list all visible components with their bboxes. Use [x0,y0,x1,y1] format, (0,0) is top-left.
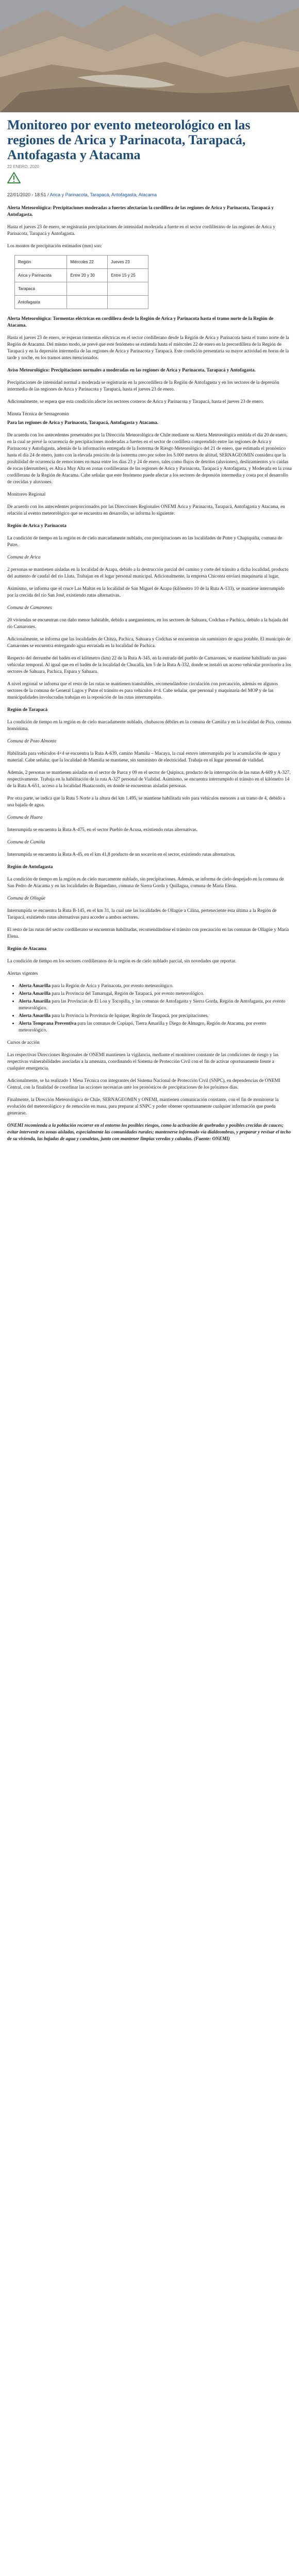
paragraph-8: Adicionalmente, se ha realizado 1 Mesa Técnica con integrantes del Sistema Nacional de Protección Civil (SNPC), en dependencias de ONEMI Central, con la finalidad de coordinar las acciones necesarias ante los pronósticos de precipitaciones de los próximos días. [7,1078,280,1090]
alertas-vigentes-heading: Alertas vigentes [7,971,38,976]
region-arica-p2: 2 personas se mantienen aisladas en la localidad de Azapa, debido a la destrucción parcial del camino y corte del tránsito a dicha localidad, producto del aumento de caudal del río Lluta. Trabajan en el lugar personal municipal. Adicionalmente, la empresa Chiconta enviará maquinaria al lugar. [7,567,289,579]
comuna-pozo-heading: Comuna de Pozo Almonte [7,738,57,743]
region-arica-p1: La condición de tiempo en la región es de cielo marcadamente nublado, con precipitaciones en las localidades de Putre y Chapiquiña, comuna de Putre. [7,535,283,547]
region-arica-p4: 20 viviendas se encuentran con daño menor habitable, debido a anegamientos, en los sectores de Sahuara, Codchas e Pachica, debido a la bajada del río Camarones. [7,617,288,629]
meta-link-tarapaca[interactable]: Tarapacá [90,192,109,197]
section-monitoreo: Monitoreo Regional [7,492,46,497]
list-item: • Alerta Amarilla para la Región de Arica y Parinacota, por evento meteorológico. [19,982,292,989]
precipitation-table [14,255,148,309]
article-page [0,0,299,1158]
comuna-huara-heading: Comuna de Huara [7,815,43,820]
alert-2: Alerta Meteorológica: Tormentas eléctricas en cordillera desde la Región de Arica y Parinacota hasta el tramo norte de la Región de Atacama. [7,316,274,328]
table-row [15,282,148,296]
table-cell [67,282,108,296]
warning-triangle-icon [7,172,21,183]
meta-link-antofagasta[interactable]: Antofagasta [111,192,137,197]
paragraph-5: De acuerdo con los antecedentes presentados por la Dirección Meteorológica de Chile mediante su Alerta Meteorológica emitida el día 20 de enero, en la cual se prevé la ocurrencia de precipitaciones moderadas a fuertes en el sector de cordillera comprendido entre las regiones de Arica y Parinacota y Antofagasta, además de la información entregada de la Isoterma de Riesgo Meteorológico del 21 de enero, que estimada el pronóstico hasta el día 24 de enero, junto con la elevada posición de la isoterma cero por sobre los 5.000 metros de altitud, SERNAGEOMIN considera que la posibilidad de ocurrencia de remociones en masa entre los días 23 y 24 de enero, tales como flujos de detritos (aluviones), deslizamientos y/o caídas de rocas (derrumbes), es Alta a Muy Alta en zonas cordilleranas de las regiones de Arica y Parinacota, Tarapacá y Antofagasta, y Moderada en la zona cordillerana de la Región de Atacama. Cabe señalar que este fenómeno puede afectar a los sectores de depresión intermedia y costa por el desarrollo de crecidas y aluviones. [7,432,292,484]
article-meta: 22/01/2020 - 18:51 / Arica y Parinacota, Tarapacá, Antofagasta, Atacama [7,192,157,197]
table-caption: Los montos de precipitación estimados (mm) son: [7,243,102,248]
paragraph-1: Hasta el jueves 23 de enero, se registrarán precipitaciones de intensidad moderada a fuerte en el sector cordillerano de las regiones de Arica y Parinacota, Tarapacá y Antofagasta. [7,224,275,236]
region-arica-heading: Región de Arica y Parinacota [7,523,67,528]
paragraph-2: Hasta el jueves 23 de enero, se esperan tormentas eléctricas en el sector cordillerano desde la Región de Arica y Parinacota hasta el tramo norte de la Región de Atacama. Del mismo modo, se prevé que este fenómeno se extienda hasta el miércoles 22 de enero en la precordillera de la Región de Tarapacá y en la depresión intermedia de las regiones de Arica y Parinacota y Tarapacá. Este condición presentaría su mayor actividad en horas de la tarde y noche, en los tramos antes mencionados. [7,335,289,360]
table-cell [108,296,148,309]
region-arica-p3: Asimismo, se informa que el cruce Las Maltas en la localidad de San Miguel de Azapa (kilómetro 10 de la Ruta A-133), se mantiene interrumpido por la crecida del río San José, existiendo rutas alternativas. [7,586,285,598]
paragraph-3: Precipitaciones de intensidad normal a moderada se registrarán en la precordillera de la Región de Antofagasta y en los sectores de la depresión intermedia de las regiones de Arica y Parinacota y Tarapacá, hasta el jueves 23 de enero. [7,380,279,392]
region-tarapaca-p3: Además, 2 personas se mantienen aisladas en el sector de Parca y 09 en el sector de Quipisca, producto de la interrupción de las rutas A-609 y A-327, respectivamente. Trabaja en la habilitación de la ruta A-327 personal de Vialidad. Asimismo, se encuentra interrumpido el tránsito en el kilómetro 14 de la Ruta A-651, acceso a la localidad Huatacondo, en donde se encuentran aisladas personas. [7,770,291,788]
comuna-camarones-heading: Comuna de Camarones [7,605,52,610]
table-header-cell: Región [15,256,67,269]
table-cell [67,296,108,309]
region-tarapaca-p1: La condición de tiempo en la región es de cielo marcadamente nublado, chubascos débiles en la comuna de Camiña y en la localidad de Pica, comuna homónima. [7,719,291,731]
list-item: • Alerta Temprana Preventiva para las comunas de Copiapó, Tierra Amarilla y Diego de Almagro, Región de Atacama, por evento meteorológico. [19,1020,292,1033]
region-tarapaca-p4: Por otra parte, se indica que la Ruta 5 Norte a la altura del km 1.495, se mantiene habilitada solo para vehículos menores a un tramo de 4, debido a una bajada de agua. [7,795,286,807]
region-tarapaca-heading: Región de Tarapacá [7,707,48,712]
section-minuta: Minuta Técnica de Sernageomin [7,411,69,416]
comuna-arica-heading: Comuna de Arica [7,554,41,560]
paragraph-7: Las respectivas Direcciones Regionales de ONEMI mantienen la vigilancia, mediante el monitoreo constante de las condiciones de riesgo y las respectivas vulnerabilidades asociadas a la amenaza, coordinando el Sistema de Protección Civil con el fin de activar oportunamente frente a cualquier emergencia. [7,1052,279,1071]
region-tarapaca-p6: Interrumpida se encuentra la Ruta A-45, en el km 41,8 producto de un socavón en el sector, existiendo rutas alternativas. [7,852,236,857]
table-cell: Tarapacá [15,282,67,296]
region-antofagasta-heading: Región de Antofagasta [7,864,53,869]
mountain-landscape-image [0,0,299,112]
table-header-cell: Miércoles 22 [67,256,108,269]
page-title: Monitoreo por evento meteorológico en las regiones de Arica y Parinacota, Tarapacá, Antofagasta y Atacama [7,117,251,162]
publish-date: 22 ENERO, 2020 [7,164,39,169]
table-cell [108,282,148,296]
table-row [15,296,148,309]
comuna-ollague-heading: Comuna de Ollagüe [7,895,46,901]
region-tarapaca-p5: Interrumpida se encuentra la Ruta A-475, en el sector Pueblo de Acusa, existiendo rutas alternativas. [7,827,198,832]
list-item: • Alerta Amarilla para las Provincias de El Loa y Tocopilla, y las comunas de Antofagasta y Sierra Gorda, Región de Antofagasta, por evento meteorológico. [19,998,292,1011]
cursos-heading: Cursos de acción [7,1040,40,1045]
comuna-camina-heading: Comuna de Camiña [7,839,45,844]
table-cell: Antofagasta [15,296,67,309]
alert-intro: Alerta Meteorológica: Precipitaciones moderadas a fuertes afectarían la cordillera de las regiones de Arica y Parinacota, Tarapacá y Antofagasta. [7,205,274,217]
list-item: • Alerta Amarilla para la Provincia la Provincia de Iquique, Región de Tarapacá, por precipitaciones. [19,1012,292,1019]
meta-link-atacama[interactable]: Atacama [138,192,157,197]
list-item: • Alerta Amarilla para la Provincia del Tamarugal, Región de Tarapacá, por evento meteorológico. [19,990,292,997]
paragraph-6: De acuerdo con los antecedentes proporcionados por las Direcciones Regionales ONEMI Arica y Parinacota, Tarapacá, Antofagasta y Atacama, en relación al evento meteorológico que se encuentra en desarrollo, se informa lo siguiente: [7,504,285,516]
region-arica-p6: Respecto del derrumbe del badén en el kilómetro (km) 22 de la Ruta A-345, en la entrada del pueblo de Camarones, se mantiene habilitado un paso vehicular temporal. Al igual que en el badén de la localidad de Chucalla, km 5 de la Ruta A-332, donde se instaló un acceso vehicular provisorio a los sectores de Sahuara, Pachica, Espara y Sahuara. [7,655,291,674]
region-arica-p7: A nivel regional se informa que el resto de las rutas se mantienen transitables, recomendándose circulación con precaución, además en algunos sectores de la comuna de General Lagos y Putre el tránsito es para vehículos 4×4. Cabe señalar, que personal y maquinaria del MOP y de las municipalidades involucradas trabajan en la reposición de las rutas interrumpidas. [7,681,278,700]
meta-link-arica[interactable]: Arica y Parinacota [49,192,88,197]
alertas-list [7,982,292,1033]
table-row [15,269,148,282]
region-antofagasta-p1: La condición de tiempo en la región es de cielo marcamente nublado, sin precipitaciones. Además, se informa de cielo despejado en la comuna de San Pedro de Atacama y en las localidades de Baquedano, comuna de Sierra Gorda y Quillagua, comuna de María Elena. [7,876,284,888]
aviso: Aviso Meteorológico: Precipitaciones normales a moderadas en las regiones de Arica y Parinacota, Tarapacá y Antofagasta. [7,367,256,372]
table-cell: Arica y Parinacota [15,269,67,282]
region-atacama-heading: Región de Atacama [7,946,47,951]
region-antofagasta-p2: Interrumpida se encuentra la Ruta B-145, en el km 31, la cual une las localidades de Ollagüe a Cilina, perteneciente esta última a la Región de Tarapacá, existiendo rutas alternativas para acceder a ambos sectores. [7,908,277,920]
table-cell: Entre 15 y 25 [108,269,148,282]
paragraph-4: Adicionalmente, se espera que esta condición afecte los sectores costeros de Arica y Parinacota y Tarapacá, hasta el jueves 23 de enero. [7,399,264,404]
table-header-row [15,256,148,269]
meta-date: 22/01/2020 - 18:51 / [7,192,49,197]
minuta-subtitle: Para las regiones de Arica y Parinacota, Tarapacá, Antofagasta y Atacama. [7,420,159,425]
table-header-cell: Jueves 23 [108,256,148,269]
region-tarapaca-p2: Habilitada para vehículos 4×4 se encuentra la Ruta A-639, camino Mamiña – Macaya, la cual estuvo interrumpida por la acumulación de agua y material. Cabe señalar, que la localidad de Mamiña se mantiene, sin suministro de electricidad. Trabaja en el lugar personal de vialidad. [7,751,281,762]
table-cell: Entre 20 y 30 [67,269,108,282]
paragraph-9: Finalmente, la Dirección Meteorológica de Chile, SERNAGEOMIN y ONEMI, mantienen comunicación constante, con el fin de monitorear la evolución del meteorológico y de remoción en masa, para preparar al SNPC y poder obtener oportunamente cualquier información que pueda generarse. [7,1097,279,1115]
region-atacama-p1: La condición de tiempo en los sectores cordilleranos de la región es de cielo nublado parcial, sin novedades que reportar. [7,958,237,963]
region-antofagasta-p3: El resto de las rutas del sector cordillerano se encuentran habilitadas, recomendándose el tránsito con precaución en las comunas de Ollagüe y María Elena. [7,927,289,939]
region-arica-p5: Adicionalmente, se informa que las localidades de Chitza, Pachica, Sahuara y Codchas se encuentran sin suministro de agua potable. El municipio de Camarones se encuentra entregando agua envasada en la localidad de Pachica. [7,636,291,648]
hero-image [0,0,299,112]
closing-recommendation: ONEMI recomienda a la población recorrer en el entorno los posibles riesgos, como la activación de quebradas y posibles crecidas de cauces; evitar intervenir en zonas aisladas, especialmente las comunidades rurales; mantenerse informado vía dialdeombras, y preparar y revisar el techo de su vivienda, las bajadas de agua y canaletas, junto con mantener limpias veredas y calzadas. (Fuente: ONEMI) [7,1123,291,1141]
